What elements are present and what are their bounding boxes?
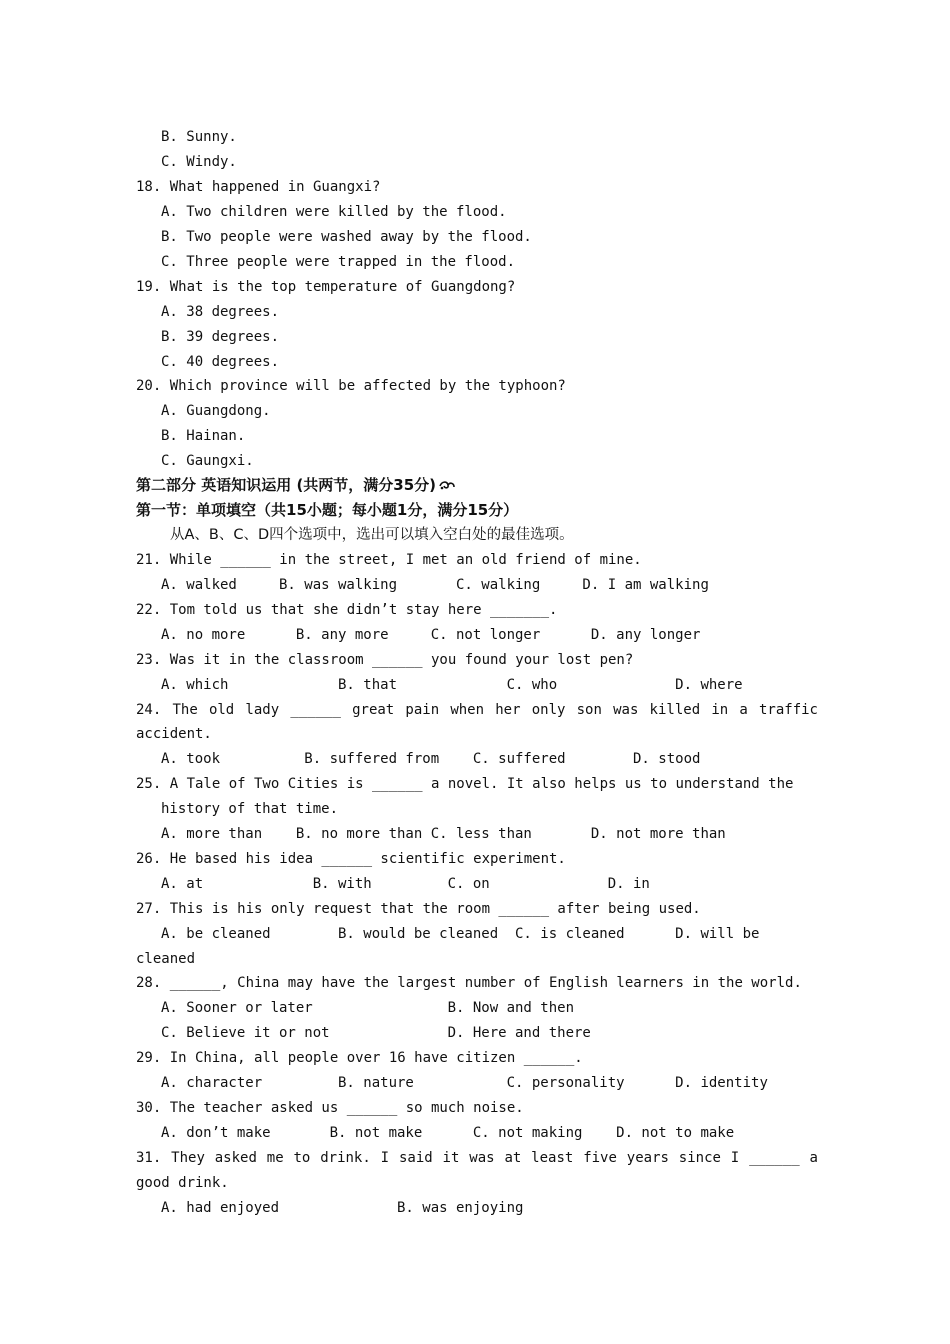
question-line: 20. Which province will be affected by the typhoon? — [136, 378, 566, 394]
option-line: A. took B. suffered from C. suffered D. stood — [161, 751, 701, 767]
option-line: C. Three people were trapped in the flood. — [161, 254, 516, 270]
option-line: A. more than B. no more than C. less than D. not more than — [161, 826, 726, 842]
question-line-continued: accident. — [136, 726, 212, 742]
option-line: A. no more B. any more C. not longer D. any longer — [161, 627, 701, 643]
question-line: 24. The old lady ______ great pain when her only son was killed in a traffic — [136, 702, 818, 718]
question-line: 30. The teacher asked us ______ so much noise. — [136, 1100, 524, 1116]
question-line: 18. What happened in Guangxi? — [136, 179, 381, 195]
option-line-continued: cleaned — [136, 951, 196, 967]
option-line: B. Hainan. — [161, 428, 246, 444]
subsection-heading: 第一节：单项填空（共15小题；每小题1分，满分15分） — [136, 501, 519, 519]
option-line: A. 38 degrees. — [161, 304, 280, 320]
option-line: A. Guangdong. — [161, 403, 271, 419]
question-line: 22. Tom told us that she didn’t stay here _______. — [136, 602, 558, 618]
question-line-continued: good drink. — [136, 1175, 229, 1191]
option-line: C. 40 degrees. — [161, 354, 280, 370]
swirl-mark-icon — [438, 479, 456, 491]
option-line: C. Gaungxi. — [161, 453, 254, 469]
question-line: 25. A Tale of Two Cities is ______ a novel. It also helps us to understand the — [136, 776, 794, 792]
question-line: 23. Was it in the classroom ______ you found your lost pen? — [136, 652, 634, 668]
section-heading — [136, 475, 456, 495]
option-line: A. Sooner or later B. Now and then — [161, 1000, 575, 1016]
option-line: A. had enjoyed B. was enjoying — [161, 1200, 524, 1216]
option-line: A. walked B. was walking C. walking D. I am walking — [161, 577, 709, 593]
question-line: 31. They asked me to drink. I said it was at least five years since I ______ a — [136, 1150, 818, 1166]
option-line: C. Windy. — [161, 154, 237, 170]
question-line: 28. ______, China may have the largest number of English learners in the world. — [136, 975, 802, 991]
question-line: 29. In China, all people over 16 have citizen ______. — [136, 1050, 583, 1066]
question-line: 26. He based his idea ______ scientific experiment. — [136, 851, 566, 867]
instruction-text: 从A、B、C、D四个选项中，选出可以填入空白处的最佳选项。 — [170, 527, 574, 543]
question-line: 27. This is his only request that the room ______ after being used. — [136, 901, 701, 917]
option-line: A. don’t make B. not make C. not making D. not to make — [161, 1125, 735, 1141]
option-line: C. Believe it or not D. Here and there — [161, 1025, 591, 1041]
section-heading-text: 第二部分 英语知识运用 (共两节，满分35分) — [136, 476, 437, 494]
option-line: A. Two children were killed by the flood. — [161, 204, 507, 220]
question-line-continued: history of that time. — [161, 801, 339, 817]
option-line: A. at B. with C. on D. in — [161, 876, 650, 892]
question-line: 19. What is the top temperature of Guangdong? — [136, 279, 516, 295]
option-line: B. Two people were washed away by the flood. — [161, 229, 532, 245]
option-line: A. which B. that C. who D. where — [161, 677, 743, 693]
option-line: B. Sunny. — [161, 129, 237, 145]
option-line: A. character B. nature C. personality D. identity — [161, 1075, 768, 1091]
option-line: B. 39 degrees. — [161, 329, 280, 345]
question-line: 21. While ______ in the street, I met an old friend of mine. — [136, 552, 642, 568]
option-line: A. be cleaned B. would be cleaned C. is cleaned D. will be — [161, 926, 760, 942]
